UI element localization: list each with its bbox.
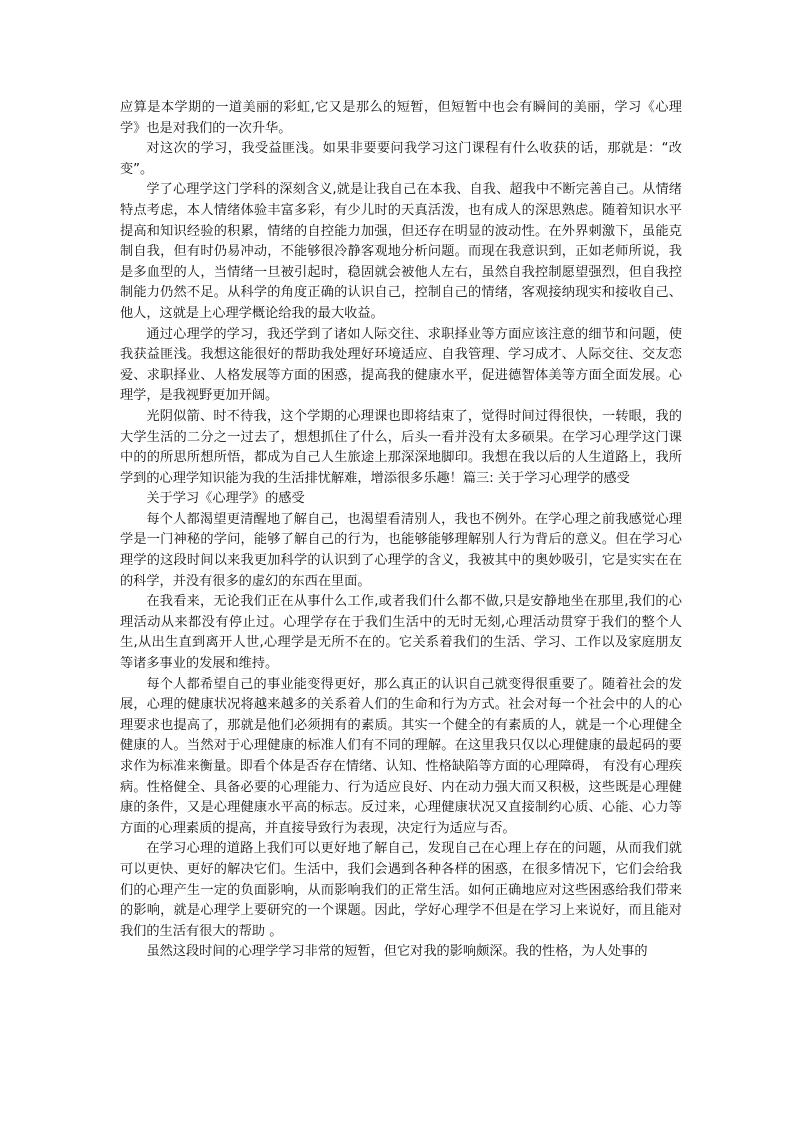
paragraph: 应算是本学期的一道美丽的彩虹,它又是那么的短暂，但短暂中也会有瞬间的美丽，学习《心理学》也是对我们的一次升华。 xyxy=(120,100,682,136)
paragraph: 在学习心理的道路上我们可以更好地了解自己，发现自己在心理上存在的问题，从而我们就可以更快、更好的解决它们。生活中，我们会遇到各种各样的困惑，在很多情况下，它们会给我们的心理产生一定的负面影响，从而影响我们的正常生活。如何正确地应对这些困惑给我们带来的影响，就是心理学上要研究的一个课题。因此，学好心理学不但是在学习上来说好，而且能对我们的生活有很大的帮助 。 xyxy=(120,841,682,939)
paragraph: 通过心理学的学习，我还学到了诸如人际交往、求职择业等方面应该注意的细节和问题，使我获益匪浅。我想这能很好的帮助我处理好环境适应、自我管理、学习成才、人际交往、交友恋爱、求职择业、人格发展等方面的困惑，提高我的健康水平，促进德智体美等方面全面发展。心理学，是我视野更加开阔。 xyxy=(120,326,682,404)
paragraph: 虽然这段时间的心理学学习非常的短暂，但它对我的影响颇深。我的性格，为人处事的 xyxy=(146,944,648,960)
paragraph: 学了心理学这门学科的深刻含义,就是让我自己在本我、自我、超我中不断完善自己。从情绪特点考虑，本人情绪体验丰富多彩，有少儿时的天真活泼，也有成人的深思熟虑。随着知识水平提高和知识经验的积累，情绪的自控能力加强，但还存在明显的波动性。在外界刺激下，虽能克制自我，但有时仍易冲动，不能够很冷静客观地分析问题。而现在我意识到，正如老师所说，我是多血型的人，当情绪一旦被引起时，稳固就会被他人左右，虽然自我控制愿望强烈，但自我控制能力仍然不足。从科学的角度正确的认识自己，控制自己的情绪，客观接纳现实和接收自己、他人，这就是上心理学概论给我的最大收益。 xyxy=(120,182,682,321)
paragraph: 光阴似箭、时不待我，这个学期的心理课也即将结束了，觉得时间过得很快，一转眼，我的大学生活的二分之一过去了，想想抓住了什么，后头一看并没有太多硕果。在学习心理学这门课中的的所思所想所悟，都成为自己人生旅途上那深深地脚印。我想在我以后的人生道路上，我所学到的心理学知识能为我的生活排忧解难，增添很多乐趣！篇三: 关于学习心理学的感受 xyxy=(120,408,682,486)
document-body xyxy=(120,98,682,963)
paragraph: 在我看来，无论我们正在从事什么工作,或者我们什么都不做,只是安静地坐在那里,我们的心理活动从来都没有停止过。心理学存在于我们生活中的无时无刻,心理活动贯穿于我们的整个人生,从出生直到离开人世,心理学是无所不在的。它关系着我们的生活、学习、工作以及家庭朋友等诸多事业的发展和维持。 xyxy=(120,594,682,672)
paragraph: 每个人都渴望更清醒地了解自己，也渴望看清别人，我也不例外。在学心理之前我感觉心理学是一门神秘的学问，能够了解自己的行为，也能够能够理解别人行为背后的意义。但在学习心理学的这段时间以来我更加科学的认识到了心理学的含义，我被其中的奥妙吸引，它是实实在在的科学，并没有很多的虚幻的东西在里面。 xyxy=(120,511,682,589)
paragraph: 每个人都希望自己的事业能变得更好，那么真正的认识自己就变得很重要了。随着社会的发展，心理的健康状况将越来越多的关系着人们的生命和行为方式。社会对每一个社会中的人的心理要求也提高了，那就是他们必须拥有的素质。其实一个健全的有素质的人，就是一个心理健全健康的人。当然对于心理健康的标准人们有不同的理解。在这里我只仅以心理健康的最起码的要求作为标准来衡量。即看个体是否存在情绪、认知、性格缺陷等方面的心理障碍， 有没有心理疾病。性格健全、具备必要的心理能力、行为适应良好、内在动力强大而又积极，这些既是心理健康的条件，又是心理健康水平高的标志。反过来，心理健康状况又直接制约心质、心能、心力等方面的心理素质的提高，并直接导致行为表现，决定行为适应与否。 xyxy=(120,676,682,836)
paragraph: 对这次的学习，我受益匪浅。如果非要要问我学习这门课程有什么收获的话，那就是：“改变”。 xyxy=(120,141,682,177)
section-title: 关于学习《心理学》的感受 xyxy=(146,491,305,507)
